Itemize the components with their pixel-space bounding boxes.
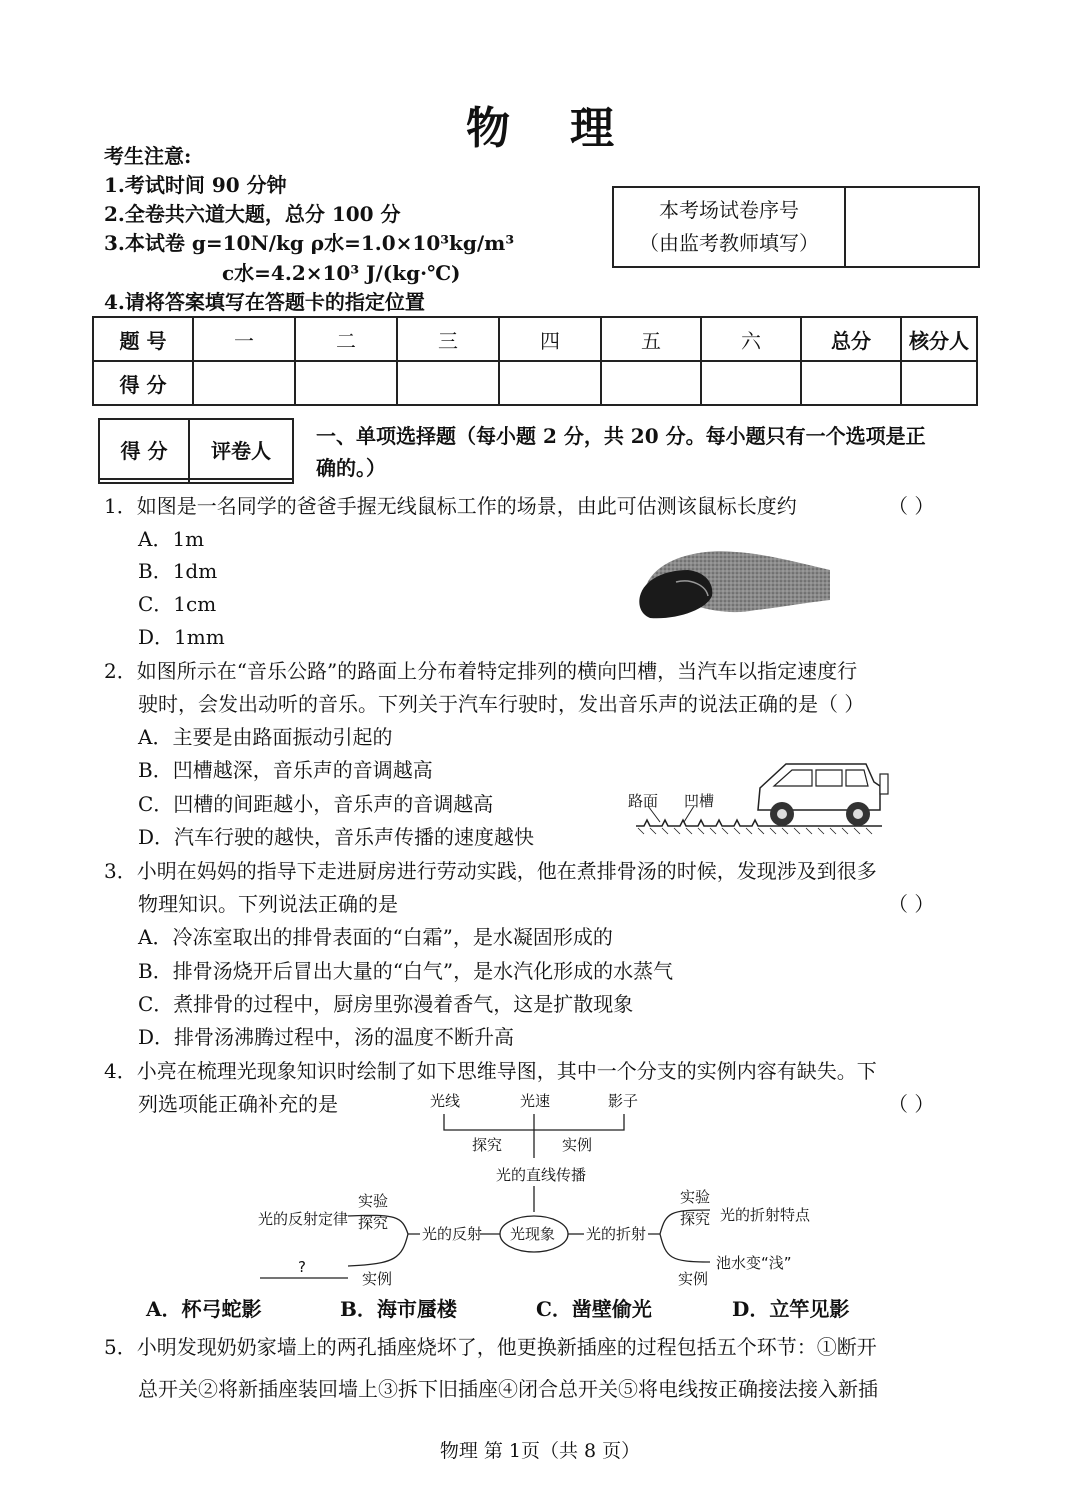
score-table: [92, 316, 978, 406]
exam-serial-label: [614, 188, 846, 266]
mindmap-left-explore: 探究: [358, 1214, 389, 1232]
score-row-label: 得 分: [93, 361, 193, 405]
page-footer: 物理 第 1页（共 8 页）: [439, 1440, 641, 1462]
q1-stem: 1．如图是一名同学的爸爸手握无线鼠标工作的场景，由此可估测该鼠标长度约: [104, 494, 797, 518]
section-1-heading-line-1: 一、单项选择题（每小题 2 分，共 20 分。每小题只有一个选项是正: [316, 424, 926, 448]
q1-option-c[interactable]: C．1cm: [138, 592, 217, 616]
grader-name-label: 评卷人: [189, 419, 293, 479]
q2-option-c[interactable]: C．凹槽的间距越小，音乐声的音调越高: [138, 792, 494, 816]
score-cell[interactable]: [397, 361, 499, 405]
score-header-cell: 二: [295, 317, 397, 361]
q3-option-a[interactable]: A．冷冻室取出的排骨表面的“白霜”，是水凝固形成的: [138, 925, 613, 949]
q3-option-c[interactable]: C．煮排骨的过程中，厨房里弥漫着香气，这是扩散现象: [138, 992, 634, 1016]
q4-option-b[interactable]: B．海市蜃楼: [340, 1297, 457, 1321]
q2-option-d[interactable]: D．汽车行驶的越快，音乐声传播的速度越快: [138, 825, 535, 849]
mindmap-right-instance: 池水变“浅”: [716, 1254, 792, 1272]
q4-option-d[interactable]: D．立竿见影: [732, 1297, 850, 1321]
title-char-1: 物: [466, 103, 510, 154]
score-header-cell: 一: [193, 317, 295, 361]
score-header-cell: 题 号: [93, 317, 193, 361]
mindmap-right-experiment: 实验: [680, 1188, 711, 1206]
score-header-cell: 五: [601, 317, 701, 361]
score-table-header-row: [93, 317, 977, 361]
q2-option-a[interactable]: A．主要是由路面振动引起的: [138, 725, 393, 749]
score-header-cell: 四: [499, 317, 601, 361]
mindmap-top-explore: 探究: [472, 1136, 503, 1154]
notice-item-3: 3.本试卷 g=10N/kg ρ水=1.0×10³kg/m³: [104, 231, 515, 255]
road-pointer-line: [648, 806, 660, 822]
q4-option-a[interactable]: A．杯弓蛇影: [146, 1297, 262, 1321]
score-cell[interactable]: [801, 361, 901, 405]
mindmap-top-item-light-speed: 光速: [520, 1092, 551, 1110]
exam-serial-field[interactable]: [846, 188, 978, 266]
q3-option-b[interactable]: B．排骨汤烧开后冒出大量的“白气”，是水汽化形成的水蒸气: [138, 959, 674, 983]
q5-stem-line-2: 总开关②将新插座装回墙上③拆下旧插座④闭合总开关⑤将电线按正确接法接入新插: [138, 1377, 878, 1401]
mindmap-top-item-light-ray: 光线: [430, 1092, 461, 1110]
serial-line-1: 本考场试卷序号: [659, 198, 799, 222]
section-1-heading: [316, 420, 976, 484]
mindmap-left-missing: ?: [298, 1258, 306, 1276]
mindmap-left-branch: 光的反射: [422, 1225, 483, 1243]
score-table-score-row: [93, 361, 977, 405]
q1-option-b[interactable]: B．1dm: [138, 559, 218, 583]
mindmap-right-explore: 探究: [680, 1210, 711, 1228]
hand-mouse-illustration: [636, 540, 832, 624]
score-header-cell: 总分: [801, 317, 901, 361]
q1-option-d[interactable]: D．1mm: [138, 625, 225, 649]
grooved-road-surface: [636, 820, 882, 826]
q4-answer-paren: （ ）: [888, 1092, 935, 1116]
score-cell[interactable]: [901, 361, 977, 405]
notice-item-1: 1.考试时间 90 分钟: [104, 173, 287, 197]
notice-item-2: 2.全卷共六道大题，总分 100 分: [104, 202, 401, 226]
q2-option-b[interactable]: B．凹槽越深，音乐声的音调越高: [138, 758, 433, 782]
title-char-2: 理: [570, 103, 614, 154]
exam-serial-box: [612, 186, 980, 268]
grader-name-cell[interactable]: [189, 479, 293, 483]
section-1-heading-line-2: 确的。）: [316, 456, 386, 480]
q2-stem-line-1: 2．如图所示在“音乐公路”的路面上分布着特定排列的横向凹槽，当汽车以指定速度行: [104, 659, 858, 683]
score-cell[interactable]: [499, 361, 601, 405]
music-road-diagram: [636, 752, 892, 836]
road-hatching: [638, 828, 872, 834]
mindmap-left-law: 光的反射定律: [258, 1210, 349, 1228]
q1-option-a[interactable]: A．1m: [138, 527, 205, 551]
q3-option-d[interactable]: D．排骨汤沸腾过程中，汤的温度不断升高: [138, 1025, 515, 1049]
score-header-cell: 核分人: [901, 317, 977, 361]
mindmap-left-experiment: 实验: [358, 1192, 389, 1210]
q4-stem-line-1: 4．小亮在梳理光现象知识时绘制了如下思维导图，其中一个分支的实例内容有缺失。下: [104, 1059, 877, 1083]
groove-pointer-line: [684, 806, 694, 822]
grader-table: [98, 418, 294, 484]
mindmap-center: 光现象: [510, 1225, 556, 1243]
q4-option-c[interactable]: C．凿壁偷光: [536, 1297, 652, 1321]
mindmap-top-branch: 光的直线传播: [496, 1166, 587, 1184]
notice-item-3b: c水=4.2×10³ J/(kg·℃): [222, 261, 461, 285]
score-header-cell: 六: [701, 317, 801, 361]
q5-stem-line-1: 5．小明发现奶奶家墙上的两孔插座烧坏了，他更换新插座的过程包括五个环节：①断开: [104, 1335, 877, 1359]
score-header-cell: 三: [397, 317, 499, 361]
q3-stem-line-1: 3．小明在妈妈的指导下走进厨房进行劳动实践，他在煮排骨汤的时候，发现涉及到很多: [104, 859, 877, 883]
score-cell[interactable]: [295, 361, 397, 405]
mindmap-right-feature: 光的折射特点: [720, 1206, 811, 1224]
score-cell[interactable]: [701, 361, 801, 405]
q4-stem-line-2: 列选项能正确补充的是: [138, 1092, 338, 1116]
light-phenomena-mindmap: [250, 1086, 820, 1294]
mindmap-left-example: 实例: [362, 1270, 393, 1288]
mindmap-right-branch: 光的折射: [586, 1225, 647, 1243]
q3-answer-paren: （ ）: [888, 892, 935, 916]
mindmap-top-example: 实例: [562, 1136, 593, 1154]
q2-stem-line-2: 驶时，会发出动听的音乐。下列关于汽车行驶时，发出音乐声的说法正确的是（ ）: [138, 692, 865, 716]
mindmap-right-example: 实例: [678, 1270, 709, 1288]
road-label: 路面: [628, 792, 659, 810]
q3-stem-line-2: 物理知识。下列说法正确的是: [138, 892, 398, 916]
score-cell[interactable]: [601, 361, 701, 405]
mindmap-top-item-shadow: 影子: [608, 1092, 639, 1110]
score-cell[interactable]: [193, 361, 295, 405]
serial-line-2: （由监考教师填写）: [639, 231, 819, 255]
groove-label: 凹槽: [684, 792, 715, 810]
grader-score-cell[interactable]: [99, 479, 189, 483]
notice-heading: 考生注意:: [104, 144, 192, 168]
car-icon: [758, 764, 888, 826]
notice-item-4: 4.请将答案填写在答题卡的指定位置: [104, 290, 425, 314]
grader-score-label: 得 分: [99, 419, 189, 479]
q1-answer-paren: （ ）: [888, 494, 935, 518]
